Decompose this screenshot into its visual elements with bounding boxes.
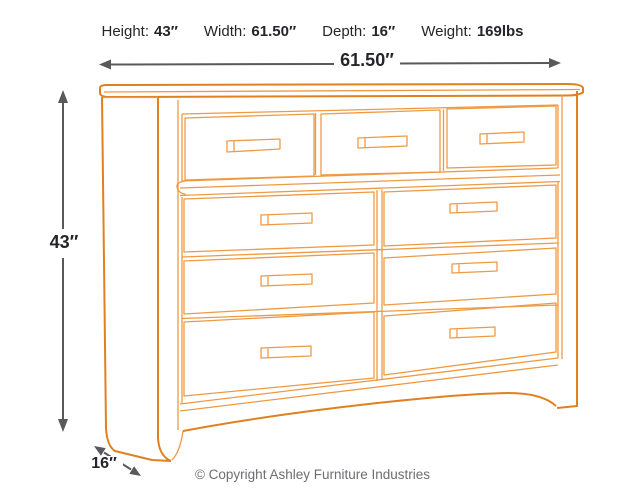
height-dimension-label: 43″ xyxy=(42,233,86,252)
left-side-panel xyxy=(102,97,171,461)
width-arrow xyxy=(99,58,561,70)
spec-height-label: Height: xyxy=(101,23,150,40)
spec-height-value: 43″ xyxy=(154,23,178,40)
height-arrow xyxy=(58,90,68,432)
drawer-handles xyxy=(227,132,524,358)
drawer-lower-right-1 xyxy=(384,185,556,246)
drawer-lower-right-3 xyxy=(384,303,556,375)
handle-top-1 xyxy=(227,139,280,152)
handle-left-2 xyxy=(261,274,312,286)
handle-top-3 xyxy=(480,132,524,144)
spec-weight-label: Weight: xyxy=(421,23,472,40)
spec-width-label: Width: xyxy=(203,23,247,40)
handle-left-3 xyxy=(261,346,311,358)
dresser xyxy=(100,84,583,461)
drawer-lower-right-2 xyxy=(384,248,556,305)
handle-top-2 xyxy=(358,136,407,148)
handle-left-1 xyxy=(261,213,312,225)
right-front-leg xyxy=(557,91,577,408)
width-dimension-label: 61.50″ xyxy=(334,51,400,70)
bottom-rail xyxy=(180,358,558,431)
handle-right-3 xyxy=(450,327,495,338)
handle-right-2 xyxy=(452,262,497,273)
handle-right-1 xyxy=(450,202,497,213)
spec-depth-label: Depth: xyxy=(322,23,367,40)
spec-weight-value: 169lbs xyxy=(476,23,524,40)
spec-width-value: 61.50″ xyxy=(251,23,297,40)
dresser-top xyxy=(100,84,583,97)
lower-section-frame xyxy=(182,182,558,403)
copyright-notice: © Copyright Ashley Furniture Industries xyxy=(194,467,431,482)
spec-depth-value: 16″ xyxy=(371,23,396,40)
depth-dimension-label: 16″ xyxy=(85,456,123,473)
